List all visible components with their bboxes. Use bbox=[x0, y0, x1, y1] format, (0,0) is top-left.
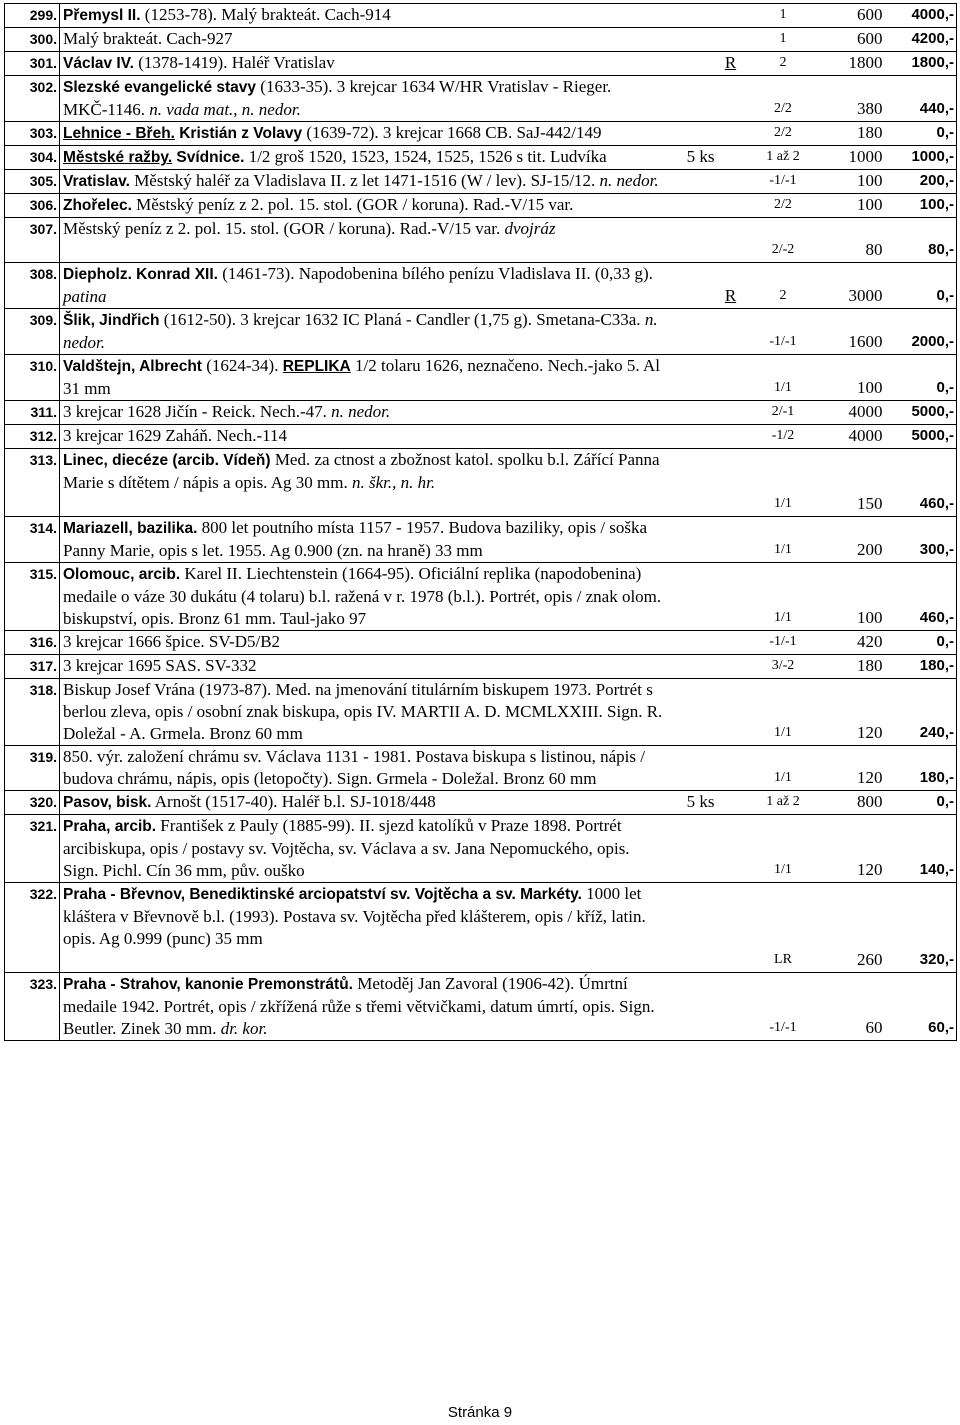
lot-number: 306. bbox=[5, 194, 60, 218]
lot-quantity bbox=[670, 263, 719, 309]
lot-quantity bbox=[670, 815, 719, 883]
lot-result-price: 140,- bbox=[887, 815, 957, 883]
description-segment: 850. výr. založení chrámu sv. Václava 1131 - 1981. Postava biskupa s listinou, nápis / budova chrámu, nápis, opis (letopočty). Sign. Grmela - Doležal. Bronz 60 mm bbox=[63, 747, 645, 788]
lot-number: 313. bbox=[5, 449, 60, 517]
description-segment: Lehnice - Břeh. bbox=[63, 125, 175, 142]
lot-number: 312. bbox=[5, 425, 60, 449]
description-segment: Městský peníz z 2. pol. 15. stol. (GOR / koruna). Rad.-V/15 var. bbox=[63, 219, 505, 238]
lot-description bbox=[60, 631, 670, 655]
lot-quantity bbox=[670, 28, 719, 52]
lot-row bbox=[5, 76, 957, 122]
lot-result-price: 460,- bbox=[887, 563, 957, 631]
lot-number: 308. bbox=[5, 263, 60, 309]
rarity-mark bbox=[719, 746, 744, 791]
lot-number: 320. bbox=[5, 791, 60, 815]
lot-row bbox=[5, 401, 957, 425]
rarity-mark bbox=[719, 263, 744, 309]
lot-quantity bbox=[670, 655, 719, 679]
rarity-label: R bbox=[724, 286, 737, 305]
lot-row bbox=[5, 563, 957, 631]
description-segment: 3 krejcar 1695 SAS. SV-332 bbox=[63, 656, 257, 675]
lot-start-price: 800 bbox=[824, 791, 887, 815]
description-segment: 1/2 groš 1520, 1523, 1524, 1525, 1526 s tit. Ludvíka bbox=[244, 147, 607, 166]
lot-start-price: 120 bbox=[824, 815, 887, 883]
lot-condition: 2 bbox=[744, 52, 824, 76]
lot-row bbox=[5, 194, 957, 218]
lot-description bbox=[60, 76, 670, 122]
lot-result-price: 1800,- bbox=[887, 52, 957, 76]
lot-result-price: 4000,- bbox=[887, 4, 957, 28]
description-segment: Karel II. Liechtenstein (1664-95). Oficiální replika (napodobenina) medaile o váze 30 dukátu (4 tolaru) b.l. ražená v r. 1978 (b.l.). Portrét, opis / znak olom. biskupství, opis. Bronz 61 mm. Taul-jako 97 bbox=[63, 564, 662, 628]
lot-condition: LR bbox=[744, 883, 824, 973]
rarity-label: R bbox=[724, 53, 737, 72]
lot-result-price: 2000,- bbox=[887, 309, 957, 355]
lot-description bbox=[60, 973, 670, 1041]
lot-quantity bbox=[670, 4, 719, 28]
lot-start-price: 3000 bbox=[824, 263, 887, 309]
lot-row bbox=[5, 449, 957, 517]
lot-quantity bbox=[670, 194, 719, 218]
lot-result-price: 300,- bbox=[887, 517, 957, 563]
lot-number: 316. bbox=[5, 631, 60, 655]
description-segment: dr. kor. bbox=[220, 1019, 268, 1038]
lot-description bbox=[60, 425, 670, 449]
lot-number: 311. bbox=[5, 401, 60, 425]
lot-quantity: 5 ks bbox=[670, 791, 719, 815]
lot-start-price: 100 bbox=[824, 170, 887, 194]
description-segment: Malý brakteát. Cach-927 bbox=[63, 29, 233, 48]
lot-description bbox=[60, 883, 670, 973]
lot-row bbox=[5, 263, 957, 309]
description-segment: Kristián z Volavy bbox=[179, 125, 303, 142]
lot-start-price: 4000 bbox=[824, 425, 887, 449]
description-segment: 3 krejcar 1666 špice. SV-D5/B2 bbox=[63, 632, 281, 651]
lot-number: 309. bbox=[5, 309, 60, 355]
description-segment: (1612-50). 3 krejcar 1632 IC Planá - Candler (1,75 g). Smetana-C33a. bbox=[159, 310, 645, 329]
lot-start-price: 120 bbox=[824, 679, 887, 746]
lot-condition: 2/-2 bbox=[744, 218, 824, 263]
lot-description bbox=[60, 122, 670, 146]
lot-result-price: 180,- bbox=[887, 655, 957, 679]
lot-condition: 1/1 bbox=[744, 563, 824, 631]
description-segment: Václav IV. bbox=[63, 55, 134, 72]
rarity-mark bbox=[719, 815, 744, 883]
lot-result-price: 0,- bbox=[887, 631, 957, 655]
description-segment: patina bbox=[63, 287, 107, 306]
lot-number: 318. bbox=[5, 679, 60, 746]
description-segment: Linec, diecéze (arcib. bbox=[63, 452, 219, 469]
lot-condition: 3/-2 bbox=[744, 655, 824, 679]
lot-result-price: 0,- bbox=[887, 791, 957, 815]
lot-number: 301. bbox=[5, 52, 60, 76]
lot-description bbox=[60, 791, 670, 815]
lot-result-price: 5000,- bbox=[887, 401, 957, 425]
lot-description bbox=[60, 52, 670, 76]
lot-number: 305. bbox=[5, 170, 60, 194]
rarity-mark bbox=[719, 791, 744, 815]
lot-condition: 1/1 bbox=[744, 449, 824, 517]
lot-description bbox=[60, 815, 670, 883]
lot-condition: 1/1 bbox=[744, 679, 824, 746]
lot-number: 323. bbox=[5, 973, 60, 1041]
lot-condition: 1 bbox=[744, 28, 824, 52]
description-segment: Mariazell, bazilika. bbox=[63, 520, 198, 537]
lot-description bbox=[60, 218, 670, 263]
lot-quantity bbox=[670, 122, 719, 146]
lot-row bbox=[5, 631, 957, 655]
description-segment: REPLIKA bbox=[282, 358, 351, 375]
lot-quantity bbox=[670, 563, 719, 631]
lot-quantity: 5 ks bbox=[670, 146, 719, 170]
lot-row bbox=[5, 170, 957, 194]
lot-row bbox=[5, 122, 957, 146]
lot-description bbox=[60, 4, 670, 28]
description-segment: Praha, arcib. bbox=[63, 818, 157, 835]
lot-start-price: 260 bbox=[824, 883, 887, 973]
description-segment: 1000 let kláštera v Břevnově b.l. (1993). Postava sv. Vojtěcha před klášterem, opis / kříž, latin. opis. Ag 0.999 (punc) 35 mm bbox=[63, 884, 646, 948]
description-segment: dvojráz bbox=[504, 219, 556, 238]
lot-condition: 1 až 2 bbox=[744, 146, 824, 170]
description-segment: n. vada mat., n. nedor. bbox=[149, 100, 301, 119]
lot-start-price: 4000 bbox=[824, 401, 887, 425]
description-segment: Praha - Břevnov, Benediktinské arciopatství sv. Vojtěcha a sv. Markéty. bbox=[63, 886, 582, 903]
lot-result-price: 100,- bbox=[887, 194, 957, 218]
rarity-mark bbox=[719, 883, 744, 973]
lot-description bbox=[60, 449, 670, 517]
lot-quantity bbox=[670, 355, 719, 401]
rarity-mark bbox=[719, 425, 744, 449]
lot-condition: 2 bbox=[744, 263, 824, 309]
lot-number: 322. bbox=[5, 883, 60, 973]
rarity-mark bbox=[719, 146, 744, 170]
lot-condition: 2/2 bbox=[744, 122, 824, 146]
lot-quantity bbox=[670, 76, 719, 122]
lot-quantity bbox=[670, 309, 719, 355]
lot-quantity bbox=[670, 449, 719, 517]
lot-condition: 2/2 bbox=[744, 76, 824, 122]
rarity-mark bbox=[719, 631, 744, 655]
rarity-mark bbox=[719, 28, 744, 52]
lot-list bbox=[5, 4, 957, 1041]
rarity-mark bbox=[719, 194, 744, 218]
lot-number: 315. bbox=[5, 563, 60, 631]
lot-row bbox=[5, 883, 957, 973]
lot-condition: 1 až 2 bbox=[744, 791, 824, 815]
lot-start-price: 1800 bbox=[824, 52, 887, 76]
lot-start-price: 180 bbox=[824, 655, 887, 679]
description-segment: 1/2 tolaru 1626, neznačeno. Nech.-jako 5. Al 31 mm bbox=[63, 356, 660, 398]
lot-start-price: 100 bbox=[824, 194, 887, 218]
lot-condition: 1/1 bbox=[744, 517, 824, 563]
lot-number: 302. bbox=[5, 76, 60, 122]
lot-result-price: 460,- bbox=[887, 449, 957, 517]
description-segment: 3 krejcar 1629 Zaháň. Nech.-114 bbox=[63, 426, 288, 445]
description-segment: Pasov, bisk. bbox=[63, 794, 152, 811]
description-segment: Městský haléř za Vladislava II. z let 1471-1516 (W / lev). SJ-15/12. bbox=[129, 171, 600, 190]
rarity-mark bbox=[719, 355, 744, 401]
lot-row bbox=[5, 791, 957, 815]
lot-number: 307. bbox=[5, 218, 60, 263]
lot-start-price: 120 bbox=[824, 746, 887, 791]
lot-condition: 1/1 bbox=[744, 746, 824, 791]
lot-result-price: 440,- bbox=[887, 76, 957, 122]
lot-quantity bbox=[670, 631, 719, 655]
lot-number: 300. bbox=[5, 28, 60, 52]
description-segment: (1639-72). 3 krejcar 1668 CB. SaJ-442/149 bbox=[302, 123, 602, 142]
lot-start-price: 150 bbox=[824, 449, 887, 517]
lot-row bbox=[5, 517, 957, 563]
description-segment: Med. za ctnost a zbožnost katol. spolku b.l. Zářící Panna Marie s dítětem / nápis a opis. Ag 30 mm. bbox=[63, 450, 660, 492]
lot-row bbox=[5, 309, 957, 355]
lot-quantity bbox=[670, 425, 719, 449]
description-segment: (1624-34). bbox=[201, 356, 283, 375]
lot-start-price: 420 bbox=[824, 631, 887, 655]
lot-description bbox=[60, 309, 670, 355]
lot-row bbox=[5, 4, 957, 28]
lot-description bbox=[60, 263, 670, 309]
description-segment: Valdštejn, Albrecht bbox=[63, 358, 202, 375]
description-segment: (1253-78). Malý brakteát. Cach-914 bbox=[140, 5, 391, 24]
lot-row bbox=[5, 355, 957, 401]
lot-quantity bbox=[670, 170, 719, 194]
lot-result-price: 1000,- bbox=[887, 146, 957, 170]
lot-start-price: 380 bbox=[824, 76, 887, 122]
description-segment: (1461-73). Napodobenina bílého penízu Vladislava II. (0,33 g). bbox=[217, 264, 653, 283]
lot-quantity bbox=[670, 517, 719, 563]
lot-number: 314. bbox=[5, 517, 60, 563]
lot-start-price: 600 bbox=[824, 4, 887, 28]
description-segment: Městský peníz z 2. pol. 15. stol. (GOR / koruna). Rad.-V/15 var. bbox=[131, 195, 574, 214]
lot-result-price: 240,- bbox=[887, 679, 957, 746]
lot-result-price: 80,- bbox=[887, 218, 957, 263]
description-segment: Vídeň) bbox=[223, 452, 271, 469]
rarity-mark bbox=[719, 517, 744, 563]
lot-result-price: 320,- bbox=[887, 883, 957, 973]
lot-row bbox=[5, 973, 957, 1041]
lot-description bbox=[60, 563, 670, 631]
lot-row bbox=[5, 52, 957, 76]
description-segment: n. nedor. bbox=[599, 171, 659, 190]
description-segment: Slezské evangelické stavy bbox=[63, 79, 257, 96]
page-footer bbox=[0, 1404, 960, 1421]
rarity-mark bbox=[719, 401, 744, 425]
lot-result-price: 0,- bbox=[887, 263, 957, 309]
lot-number: 299. bbox=[5, 4, 60, 28]
lot-condition: 2/-1 bbox=[744, 401, 824, 425]
description-segment: 800 let poutního místa 1157 - 1957. Budova baziliky, opis / soška Panny Marie, opis s let. 1955. Ag 0.900 (zn. na hraně) 33 mm bbox=[63, 518, 648, 560]
lot-quantity bbox=[670, 973, 719, 1041]
lot-result-price: 200,- bbox=[887, 170, 957, 194]
lot-description bbox=[60, 746, 670, 791]
rarity-mark bbox=[719, 52, 744, 76]
description-segment: Arnošt (1517-40). Haléř b.l. SJ-1018/448 bbox=[151, 792, 436, 811]
lot-number: 304. bbox=[5, 146, 60, 170]
description-segment: Biskup Josef Vrána (1973-87). Med. na jmenování titulárním biskupem 1973. Portrét s berlou zleva, opis / osobní znak biskupa, opis IV. MARTII A. D. MCMLXXIII. Sign. R. Doležal - A. Grmela. Bronz 60 mm bbox=[63, 680, 663, 743]
lot-condition: -1/-1 bbox=[744, 309, 824, 355]
lot-description bbox=[60, 679, 670, 746]
lot-start-price: 1000 bbox=[824, 146, 887, 170]
lot-number: 317. bbox=[5, 655, 60, 679]
description-segment: Svídnice. bbox=[176, 149, 245, 166]
auction-lot-table bbox=[4, 3, 957, 1041]
lot-condition: -1/-1 bbox=[744, 170, 824, 194]
lot-start-price: 200 bbox=[824, 517, 887, 563]
lot-result-price: 0,- bbox=[887, 355, 957, 401]
lot-start-price: 180 bbox=[824, 122, 887, 146]
lot-quantity bbox=[670, 746, 719, 791]
lot-row bbox=[5, 146, 957, 170]
description-segment: Konrad XII. bbox=[136, 266, 218, 283]
lot-start-price: 600 bbox=[824, 28, 887, 52]
description-segment: n. nedor. bbox=[63, 310, 658, 352]
rarity-mark bbox=[719, 679, 744, 746]
rarity-mark bbox=[719, 973, 744, 1041]
description-segment: (1633-35). 3 krejcar 1634 W/HR Vratislav - Rieger. MKČ-1146. bbox=[63, 77, 612, 119]
lot-start-price: 80 bbox=[824, 218, 887, 263]
description-segment: Přemysl II. bbox=[63, 7, 141, 24]
description-segment: 3 krejcar 1628 Jičín - Reick. Nech.-47. bbox=[63, 402, 332, 421]
rarity-mark bbox=[719, 655, 744, 679]
rarity-mark bbox=[719, 563, 744, 631]
lot-row bbox=[5, 655, 957, 679]
rarity-mark bbox=[719, 218, 744, 263]
lot-result-price: 0,- bbox=[887, 122, 957, 146]
lot-condition: -1/2 bbox=[744, 425, 824, 449]
description-segment: n. škr., n. hr. bbox=[351, 473, 436, 492]
rarity-mark bbox=[719, 449, 744, 517]
lot-description bbox=[60, 401, 670, 425]
rarity-mark bbox=[719, 170, 744, 194]
description-segment: Zhořelec. bbox=[63, 197, 132, 214]
rarity-mark bbox=[719, 122, 744, 146]
lot-start-price: 60 bbox=[824, 973, 887, 1041]
rarity-mark bbox=[719, 76, 744, 122]
lot-description bbox=[60, 355, 670, 401]
lot-quantity bbox=[670, 52, 719, 76]
lot-quantity bbox=[670, 883, 719, 973]
lot-start-price: 100 bbox=[824, 563, 887, 631]
lot-result-price: 5000,- bbox=[887, 425, 957, 449]
description-segment: Šlik, Jindřich bbox=[63, 312, 160, 329]
lot-result-price: 4200,- bbox=[887, 28, 957, 52]
rarity-mark bbox=[719, 309, 744, 355]
lot-description bbox=[60, 146, 670, 170]
lot-row bbox=[5, 218, 957, 263]
lot-quantity bbox=[670, 679, 719, 746]
lot-condition: 1/1 bbox=[744, 815, 824, 883]
lot-quantity bbox=[670, 401, 719, 425]
lot-condition: -1/-1 bbox=[744, 631, 824, 655]
lot-description bbox=[60, 170, 670, 194]
lot-start-price: 100 bbox=[824, 355, 887, 401]
lot-description bbox=[60, 517, 670, 563]
page-number: Stránka 9 bbox=[447, 1404, 513, 1421]
lot-row bbox=[5, 746, 957, 791]
lot-result-price: 180,- bbox=[887, 746, 957, 791]
description-segment: Olomouc, arcib. bbox=[63, 566, 181, 583]
lot-description bbox=[60, 28, 670, 52]
description-segment: Diepholz. bbox=[63, 266, 132, 283]
description-segment: (1378-1419). Haléř Vratislav bbox=[133, 53, 335, 72]
description-segment: Vratislav. bbox=[63, 173, 130, 190]
lot-description bbox=[60, 655, 670, 679]
description-segment: Metoděj Jan Zavoral (1906-42). Úmrtní medaile 1942. Portrét, opis / zkřížená růže s třemi větvičkami, datum úmrtí, opis. Sign. Beutler. Zinek 30 mm. bbox=[63, 974, 655, 1038]
lot-number: 310. bbox=[5, 355, 60, 401]
description-segment: Městské ražby. bbox=[63, 149, 173, 166]
description-segment: n. nedor. bbox=[331, 402, 391, 421]
lot-condition: 1/1 bbox=[744, 355, 824, 401]
lot-row bbox=[5, 815, 957, 883]
lot-number: 319. bbox=[5, 746, 60, 791]
description-segment: František z Pauly (1885-99). II. sjezd katolíků v Praze 1898. Portrét arcibiskupa, opis / postavy sv. Vojtěcha, sv. Václava a sv. Jana Nepomuckého, opis. Sign. Pichl. Cín 36 mm, pův. ouško bbox=[63, 816, 630, 880]
description-segment: Praha - Strahov, kanonie Premonstrátů. bbox=[63, 976, 353, 993]
lot-condition: 1 bbox=[744, 4, 824, 28]
lot-number: 321. bbox=[5, 815, 60, 883]
lot-row bbox=[5, 425, 957, 449]
lot-row bbox=[5, 28, 957, 52]
lot-quantity bbox=[670, 218, 719, 263]
lot-condition: -1/-1 bbox=[744, 973, 824, 1041]
lot-number: 303. bbox=[5, 122, 60, 146]
lot-row bbox=[5, 679, 957, 746]
lot-result-price: 60,- bbox=[887, 973, 957, 1041]
rarity-mark bbox=[719, 4, 744, 28]
lot-start-price: 1600 bbox=[824, 309, 887, 355]
lot-description bbox=[60, 194, 670, 218]
lot-condition: 2/2 bbox=[744, 194, 824, 218]
